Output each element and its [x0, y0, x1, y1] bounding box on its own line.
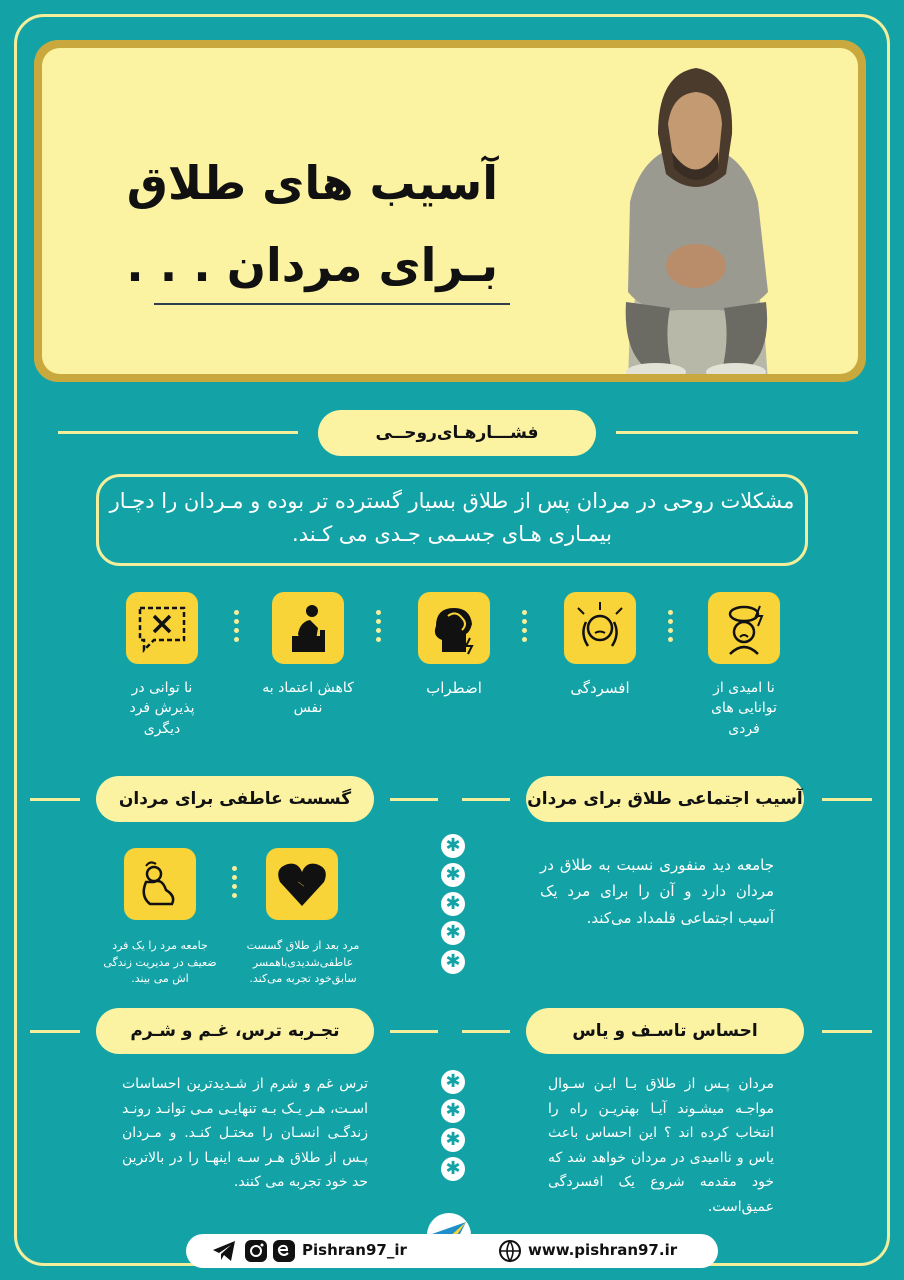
- section-heading-emotional-rupture: گسست عاطفی برای مردان: [96, 776, 374, 822]
- asterisk-icon: ✱: [441, 863, 465, 887]
- intro-box: مشکلات روحی در مردان پس از طلاق بسیار گسترده تر بوده و مـردان را دچـار بیمـاری هـای جسـمی جـدی می کـند.: [96, 474, 808, 566]
- social-harm-text: جامعه دید منفوری نسبت به طلاق در مردان دارد و آن را برای مرد یک آسیب اجتماعی قلمداد می‌کند.: [540, 856, 774, 927]
- item-label-acceptance: نا توانی در پذیرش فرد دیگری: [129, 680, 195, 737]
- anxiety-head-icon: [418, 592, 490, 664]
- dot-separator: [668, 610, 674, 646]
- item-label-anxiety: اضطراب: [426, 679, 482, 697]
- sad-man-illustration: [568, 52, 818, 374]
- dot-separator: [234, 610, 240, 646]
- divider-line: [58, 431, 298, 434]
- divider-line: [616, 431, 858, 434]
- title-underline: [154, 303, 510, 305]
- item-label-emotional-rupture: مرد بعد از طلاق گسست عاطفی‌شدیدی‌باهمسر سابق‌خود تجربه می‌کند.: [246, 939, 360, 985]
- fear-text: ترس غم و شرم از شـدیدترین احساسات اسـت، هـر یـک بـه تنهایـی مـی توانـد رونـد زندگـی انسـان را مختـل کنـد. و مـردان پـس از طلاق هـر سـه اینهـا را در بالاترین حد خود تجربه می کنند.: [122, 1076, 368, 1190]
- asterisk-icon: ✱: [441, 921, 465, 945]
- asterisk-icon: ✱: [441, 1099, 465, 1123]
- item-label-hopelessness: نا امیدی از توانایی های فردی: [711, 680, 777, 737]
- divider-line: [390, 1030, 438, 1033]
- regret-text: مردان پـس از طلاق بـا ایـن سـوال مواجـه میشـوند آیـا بهتریـن راه را انتخاب کرده اند ؟ این احساس باعث یاس و ناامیدی در مردان خواهد شد که خود مقدمه شروع یک افسردگی عمیق‌است.: [548, 1076, 774, 1215]
- divider-line: [30, 798, 80, 801]
- social-handle[interactable]: Pishran97_ir: [302, 1241, 407, 1259]
- website-link[interactable]: www.pishran97.ir: [528, 1241, 678, 1259]
- divider-line: [462, 1030, 510, 1033]
- eitaa-icon[interactable]: [272, 1239, 296, 1263]
- instagram-icon[interactable]: [244, 1239, 268, 1263]
- rejected-message-icon: [126, 592, 198, 664]
- asterisk-icon: ✱: [441, 834, 465, 858]
- sitting-sad-person-icon: [272, 592, 344, 664]
- asterisk-icon: ✱: [441, 892, 465, 916]
- asterisk-icon: ✱: [441, 1128, 465, 1152]
- section-heading-regret-despair: احساس تاسـف و یاس: [526, 1008, 804, 1054]
- item-label-depression: افسردگی: [570, 679, 630, 697]
- globe-icon: [498, 1239, 522, 1263]
- item-label-weak-man: جامعه مرد را یک فرد ضعیف در مدیریت زندگی اش می بیند.: [103, 939, 217, 985]
- asterisk-icon: ✱: [441, 1070, 465, 1094]
- dot-separator: [232, 866, 238, 902]
- header-banner: [34, 40, 866, 382]
- depressed-head-icon: [564, 592, 636, 664]
- item-label-self-confidence: کاهش اعتماد به نفس: [262, 680, 354, 717]
- asterisk-column: [441, 834, 467, 979]
- dot-separator: [376, 610, 382, 646]
- section-heading-fear-grief-shame: تجـربه ترس، غـم و شـرم: [96, 1008, 374, 1054]
- footer-bar: [186, 1234, 718, 1268]
- asterisk-icon: ✱: [441, 950, 465, 974]
- hopeless-man-icon: [708, 592, 780, 664]
- section-heading-social-harm: آسیب اجتماعی طلاق برای مردان: [526, 776, 804, 822]
- divider-line: [822, 798, 872, 801]
- page-title-line2: بـرای مردان . . .: [126, 238, 498, 292]
- dot-separator: [522, 610, 528, 646]
- asterisk-column: [441, 1070, 467, 1186]
- divider-line: [390, 798, 438, 801]
- section-heading-mental-pressure: فشـــارهـای‌روحــی: [318, 410, 596, 456]
- telegram-icon[interactable]: [212, 1240, 236, 1262]
- broken-heart-icon: [266, 848, 338, 920]
- asterisk-icon: ✱: [441, 1157, 465, 1181]
- divider-line: [30, 1030, 80, 1033]
- page-title-line1: آسیب های طلاق: [126, 156, 498, 210]
- divider-line: [822, 1030, 872, 1033]
- crouching-person-icon: [124, 848, 196, 920]
- divider-line: [462, 798, 510, 801]
